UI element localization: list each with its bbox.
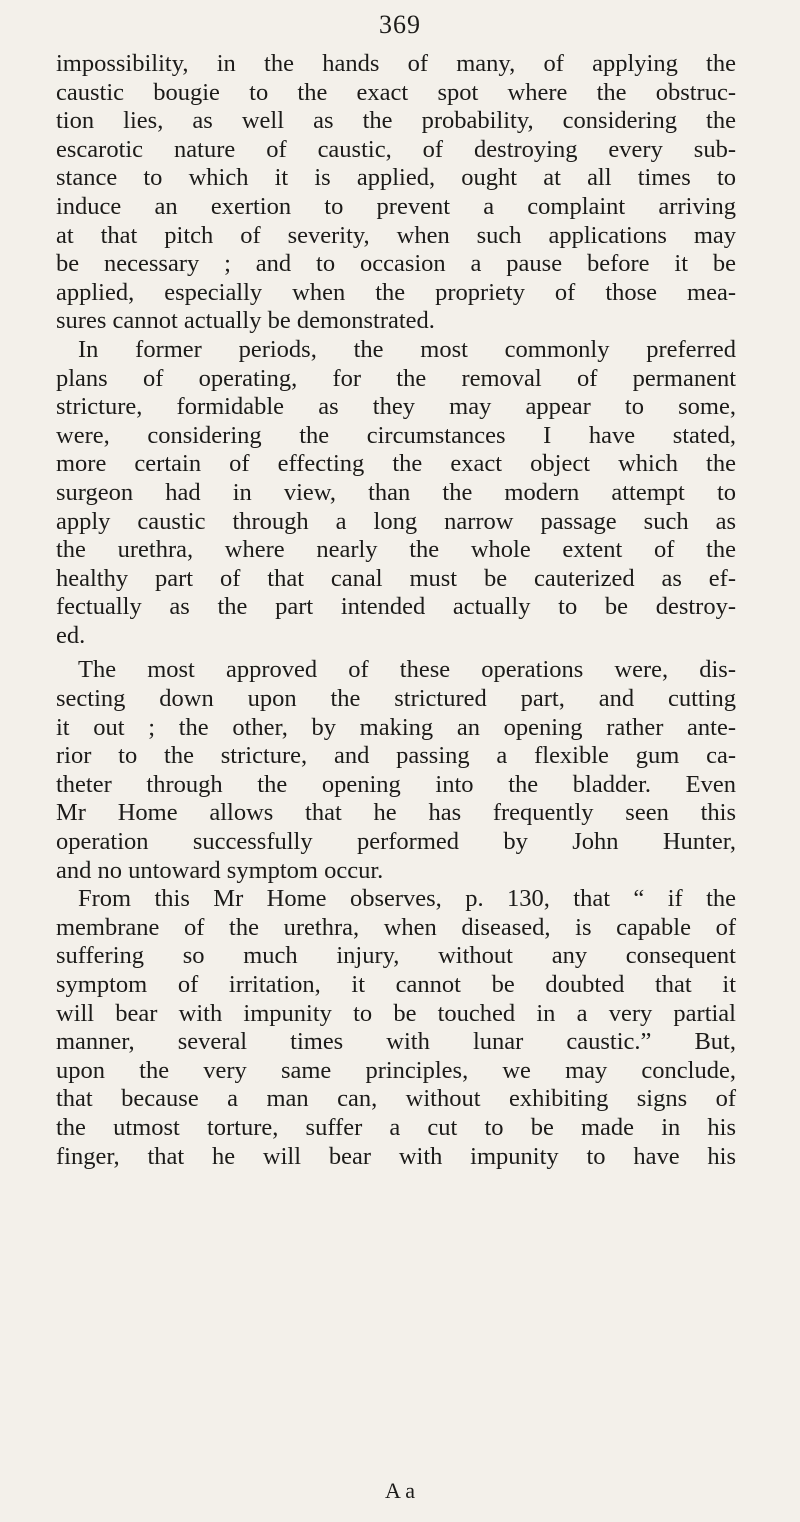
text-line: applied, especially when the propriety of those mea-: [56, 278, 736, 306]
text-line: the utmost torture, suffer a cut to be made in his: [56, 1113, 736, 1141]
text-line: Mr Home allows that he has frequently seen this: [56, 799, 736, 827]
text-line: healthy part of that canal must be cauterized as ef-: [56, 564, 736, 592]
text-line: tion lies, as well as the probability, considering the: [56, 107, 736, 135]
text-line: finger, that he will bear with impunity to have his: [56, 1142, 736, 1170]
paragraph: [56, 656, 736, 885]
text-line: symptom of irritation, it cannot be doubted that it: [56, 971, 736, 998]
text-line: the urethra, where nearly the whole extent of the: [56, 536, 736, 564]
paragraph: [56, 336, 736, 651]
text-line: upon the very same principles, we may conclude,: [56, 1056, 736, 1084]
text-line: will bear with impunity to be touched in a very partial: [56, 999, 736, 1027]
paragraph: [56, 50, 736, 336]
text-line: that because a man can, without exhibiting signs of: [56, 1085, 736, 1113]
text-line: it out ; the other, by making an opening rather ante-: [56, 713, 736, 741]
text-line: sures cannot actually be demonstrated.: [56, 307, 435, 335]
text-line: and no untoward symptom occur.: [56, 856, 384, 884]
text-line: be necessary ; and to occasion a pause before it be: [56, 250, 736, 278]
text-line: apply caustic through a long narrow passage such as: [56, 507, 736, 535]
text-line: suffering so much injury, without any consequent: [56, 942, 736, 970]
text-line: caustic bougie to the exact spot where the obstruc-: [56, 78, 736, 106]
text-line: In former periods, the most commonly preferred: [78, 335, 736, 363]
text-line: manner, several times with lunar caustic.” But,: [56, 1028, 736, 1056]
text-line: impossibility, in the hands of many, of applying the: [56, 50, 736, 77]
text-line: stricture, formidable as they may appear to some,: [56, 393, 736, 421]
text-line: were, considering the circumstances I have stated,: [56, 421, 736, 449]
body-text: [56, 50, 736, 1171]
text-line: surgeon had in view, than the modern attempt to: [56, 478, 736, 506]
text-line: secting down upon the strictured part, and cutting: [56, 685, 736, 713]
page-number: 369: [379, 10, 421, 39]
text-line: more certain of effecting the exact object which the: [56, 450, 736, 478]
text-line: fectually as the part intended actually to be destroy-: [56, 593, 736, 621]
text-line: The most approved of these operations were, dis-: [78, 656, 736, 684]
text-line: plans of operating, for the removal of permanent: [56, 364, 736, 392]
text-line: induce an exertion to prevent a complaint arriving: [56, 192, 736, 220]
paragraph: [56, 885, 736, 1171]
text-line: stance to which it is applied, ought at all times to: [56, 164, 736, 192]
text-line: escarotic nature of caustic, of destroying every sub-: [56, 135, 736, 163]
text-line: at that pitch of severity, when such applications may: [56, 221, 736, 249]
text-line: ed.: [56, 621, 86, 649]
text-line: membrane of the urethra, when diseased, is capable of: [56, 913, 736, 941]
text-line: theter through the opening into the bladder. Even: [56, 770, 736, 798]
text-line: From this Mr Home observes, p. 130, that “ if the: [78, 885, 736, 913]
text-line: operation successfully performed by John Hunter,: [56, 828, 736, 856]
text-line: rior to the stricture, and passing a flexible gum ca-: [56, 742, 736, 770]
signature-mark: A a: [385, 1478, 415, 1503]
